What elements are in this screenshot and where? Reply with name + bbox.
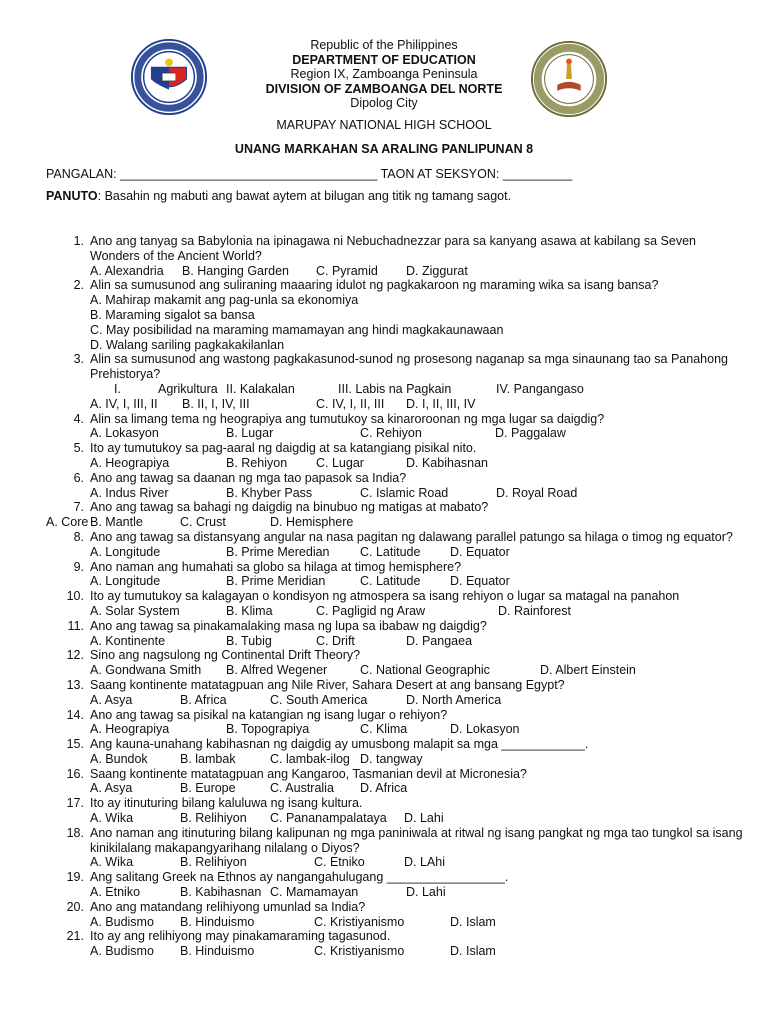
- answer-option[interactable]: B. Africa: [180, 692, 227, 707]
- instructions: [46, 189, 511, 203]
- answer-option[interactable]: A. Etniko: [90, 885, 141, 900]
- question-5: [46, 441, 746, 456]
- answer-option[interactable]: C. Lugar: [316, 455, 364, 470]
- answer-option[interactable]: C. Pananampalataya: [270, 811, 387, 826]
- answer-option[interactable]: D. Royal Road: [496, 485, 578, 500]
- answer-option[interactable]: A. Alexandria: [90, 263, 164, 278]
- question-number: 10.: [66, 589, 84, 604]
- answer-option[interactable]: A. Lokasyon: [90, 426, 159, 441]
- answer-options: [46, 634, 746, 649]
- answer-option[interactable]: B. Relihiyon: [180, 811, 247, 826]
- answer-option[interactable]: A. Asya: [90, 692, 133, 707]
- answer-options: [46, 264, 746, 279]
- question-text: Saang kontinente matatagpuan ang Kangaroo, Tasmanian devil at Micronesia?: [90, 766, 527, 781]
- answer-option[interactable]: B. lambak: [180, 751, 236, 766]
- answer-options: [46, 574, 746, 589]
- question-text: Ano ang tawag sa pisikal na katangian ng isang lugar o rehiyon?: [90, 707, 448, 722]
- republic-line: Republic of the Philippines: [310, 38, 458, 52]
- answer-option[interactable]: A. Wika: [90, 811, 134, 826]
- answer-option[interactable]: B. Khyber Pass: [226, 485, 313, 500]
- answer-option[interactable]: B. Europe: [180, 781, 236, 796]
- answer-option[interactable]: B. Rehiyon: [226, 455, 288, 470]
- question-9: [46, 560, 746, 575]
- answer-option[interactable]: A. Budismo: [90, 944, 154, 959]
- answer-option[interactable]: A. Solar System: [90, 603, 180, 618]
- answer-option[interactable]: C. Australia: [270, 781, 334, 796]
- question-text: Saang kontinente matatagpuan ang Nile River, Sahara Desert at ang bansang Egypt?: [90, 677, 565, 692]
- question-text: Ano ang tawag sa pinakamalaking masa ng lupa sa ibabaw ng daigdig?: [90, 618, 487, 633]
- answer-option[interactable]: D. Islam: [450, 944, 496, 959]
- question-text: Sino ang nagsulong ng Continental Drift Theory?: [90, 648, 361, 663]
- answer-option[interactable]: B. Kabihasnan: [180, 885, 262, 900]
- question-number: 19.: [66, 870, 84, 885]
- answer-option[interactable]: C. Rehiyon: [360, 426, 422, 441]
- answer-options: [46, 855, 746, 870]
- question-text: Ito ay itinuturing bilang kaluluwa ng isang kultura.: [90, 796, 363, 811]
- answer-option[interactable]: C. Latitude: [360, 574, 421, 589]
- answer-option[interactable]: D. Kabihasnan: [406, 455, 489, 470]
- question-11: [46, 619, 746, 634]
- department-line: DEPARTMENT OF EDUCATION: [292, 52, 476, 67]
- answer-options: [46, 456, 746, 471]
- question-13: [46, 678, 746, 693]
- answer-options: [46, 515, 746, 530]
- question-19: [46, 870, 746, 885]
- answer-option[interactable]: D. Islam: [450, 914, 496, 929]
- answer-options: [46, 811, 746, 826]
- answer-options: [46, 781, 746, 796]
- answer-options: [46, 944, 746, 959]
- question-text: Alin sa sumusunod ang suliraning maaaring idulot ng pagkakaroon ng maraming wika sa isang bansa?: [90, 278, 659, 293]
- answer-options: [46, 426, 746, 441]
- question-text: Alin sa sumusunod ang wastong pagkakasunod-sunod ng prosesong naganap sa mga sinaunang tao sa Panahong Prehistorya?: [90, 352, 728, 382]
- answer-option[interactable]: A. Kontinente: [90, 633, 166, 648]
- answer-options: [46, 397, 746, 412]
- school-name: MARUPAY NATIONAL HIGH SCHOOL: [276, 118, 492, 132]
- answer-option[interactable]: D. LAhi: [404, 855, 445, 870]
- roman-item: II. Kalakalan: [226, 381, 295, 396]
- answer-option[interactable]: C. Islamic Road: [360, 485, 449, 500]
- roman-item: III. Labis na Pagkain: [338, 381, 452, 396]
- answer-options: [46, 693, 746, 708]
- question-number: 3.: [73, 352, 84, 367]
- answer-option[interactable]: D. Paggalaw: [495, 426, 566, 441]
- answer-option[interactable]: B. Hanging Garden: [182, 263, 290, 278]
- question-number: 11.: [67, 618, 84, 633]
- question-text: Ang kauna-unahang kabihasnan ng daigdig ay umusbong malapit sa mga ____________.: [90, 737, 589, 752]
- answer-option[interactable]: A. Asya: [90, 781, 133, 796]
- answer-option[interactable]: C. Crust: [180, 515, 226, 530]
- answer-option[interactable]: B. Lugar: [226, 426, 274, 441]
- answer-option[interactable]: B. Tubig: [226, 633, 272, 648]
- answer-option[interactable]: D. Albert Einstein: [540, 663, 636, 678]
- answer-option[interactable]: A. Mahirap makamit ang pag-unla sa ekonomiya: [90, 293, 359, 308]
- instructions-text: : Basahin ng mabuti ang bawat aytem at bilugan ang titik ng tamang sagot.: [97, 189, 512, 203]
- answer-option[interactable]: D. I, II, III, IV: [406, 396, 476, 411]
- question-text: Ang salitang Greek na Ethnos ay nangangahulugang _________________.: [90, 870, 509, 885]
- question-number: 9.: [73, 559, 84, 574]
- answer-options: [46, 915, 746, 930]
- answer-options: [46, 885, 746, 900]
- question-number: 2.: [73, 278, 84, 293]
- answer-options: [46, 722, 746, 737]
- question-18: [46, 826, 746, 856]
- question-21: [46, 929, 746, 944]
- answer-option[interactable]: D. North America: [406, 692, 502, 707]
- question-8: [46, 530, 746, 545]
- answer-option[interactable]: C. IV, I, II, III: [316, 396, 385, 411]
- answer-option[interactable]: D. Equator: [450, 574, 510, 589]
- answer-option[interactable]: D. Rainforest: [498, 603, 571, 618]
- question-4: [46, 412, 746, 427]
- answer-option[interactable]: A. Longitude: [90, 544, 161, 559]
- answer-option[interactable]: D. Equator: [450, 544, 510, 559]
- question-2: [46, 278, 746, 293]
- question-16: [46, 767, 746, 782]
- answer-option[interactable]: B. Topograpiya: [226, 722, 310, 737]
- answer-option[interactable]: B. Prime Meredian: [226, 544, 330, 559]
- question-number: 17.: [66, 796, 84, 811]
- answer-option[interactable]: B. Relihiyon: [180, 855, 247, 870]
- answer-option[interactable]: A. Indus River: [90, 485, 169, 500]
- region-line: Region IX, Zamboanga Peninsula: [290, 67, 478, 81]
- answer-option[interactable]: D. Lahi: [404, 811, 444, 826]
- answer-option[interactable]: D. Pangaea: [406, 633, 473, 648]
- question-text: Ano naman ang humahati sa globo sa hilaga at timog hemisphere?: [90, 559, 462, 574]
- question-number: 21.: [66, 929, 84, 944]
- answer-option[interactable]: A. Heograpiya: [90, 722, 170, 737]
- answer-option[interactable]: C. National Geographic: [360, 663, 490, 678]
- answer-option[interactable]: B. Klima: [226, 603, 273, 618]
- division-line: DIVISION OF ZAMBOANGA DEL NORTE: [265, 81, 503, 96]
- document-header: [0, 38, 768, 111]
- question-14: [46, 708, 746, 723]
- answer-option[interactable]: C. Etniko: [314, 855, 365, 870]
- answer-option[interactable]: C. Klima: [360, 722, 408, 737]
- question-number: 18.: [66, 825, 84, 840]
- answer-options: [46, 486, 746, 501]
- question-text: Ano ang matandang relihiyong umunlad sa India?: [90, 899, 366, 914]
- question-text: Ano naman ang itinuturing bilang kalipunan ng mga paniniwala at ritwal ng isang pangkat ng mga tao tungkol sa isang kinikilalang makapangyarihang nilalang o Diyos?: [90, 825, 743, 855]
- answer-option[interactable]: D. Lokasyon: [450, 722, 520, 737]
- answer-option[interactable]: A. Longitude: [90, 574, 161, 589]
- question-number: 13.: [66, 677, 84, 692]
- question-number: 16.: [66, 766, 84, 781]
- question-20: [46, 900, 746, 915]
- roman-item: IV. Pangangaso: [496, 381, 584, 396]
- answer-option[interactable]: A. Gondwana Smith: [90, 663, 202, 678]
- answer-option[interactable]: C. Kristiyanismo: [314, 914, 405, 929]
- exam-title: UNANG MARKAHAN SA ARALING PANLIPUNAN 8: [234, 142, 534, 156]
- answer-option[interactable]: C. Kristiyanismo: [314, 944, 405, 959]
- answer-options: [46, 604, 746, 619]
- question-number: 4.: [73, 411, 84, 426]
- answer-option[interactable]: D. Lahi: [406, 885, 446, 900]
- answer-option[interactable]: B. II, I, IV, III: [182, 396, 250, 411]
- question-text: Alin sa limang tema ng heograpiya ang tumutukoy sa kinaroroonan ng mga lugar sa daigdig?: [90, 411, 605, 426]
- question-list: [46, 234, 746, 959]
- roman-item: Agrikultura: [158, 381, 218, 396]
- question-17: [46, 796, 746, 811]
- question-number: 20.: [66, 899, 84, 914]
- question-number: 6.: [73, 470, 84, 485]
- answer-option[interactable]: B. Hinduismo: [180, 914, 255, 929]
- answer-option[interactable]: B. Mantle: [90, 515, 143, 530]
- answer-option[interactable]: C. Latitude: [360, 544, 421, 559]
- answer-option[interactable]: D. tangway: [360, 751, 423, 766]
- question-number: 12.: [66, 648, 84, 663]
- answer-option[interactable]: A. IV, I, III, II: [90, 396, 158, 411]
- answer-option[interactable]: A. Wika: [90, 855, 134, 870]
- question-text: Ito ay tumutukoy sa pag-aaral ng daigdig at sa katangiang pisikal nito.: [90, 441, 477, 456]
- question-text: Ito ay ang relihiyong may pinakamaraming tagasunod.: [90, 929, 391, 944]
- question-number: 14.: [66, 707, 84, 722]
- question-text: Ano ang tawag sa bahagi ng daigdig na binubuo ng matigas at mabato?: [90, 500, 489, 515]
- instructions-label: PANUTO: [46, 189, 98, 203]
- question-text: Ano ang tanyag sa Babylonia na ipinagawa ni Nebuchadnezzar para sa kanyang asawa at kabilang sa Seven Wonders of the Ancient World?: [90, 234, 696, 263]
- question-number: 7.: [73, 500, 84, 515]
- answer-option[interactable]: A. Budismo: [90, 914, 154, 929]
- question-number: 15.: [66, 737, 84, 752]
- city-line: Dipolog City: [350, 96, 418, 110]
- answer-option[interactable]: D. Hemisphere: [270, 515, 354, 530]
- question-10: [46, 589, 746, 604]
- question-text: Ano ang tawag sa distansyang angular na nasa pagitan ng dalawang parallel patungo sa hilaga o timog ng equator?: [90, 529, 733, 544]
- answer-option[interactable]: A. Bundok: [90, 751, 148, 766]
- question-7: [46, 500, 746, 515]
- question-text: Ano ang tawag sa daanan ng mga tao papasok sa India?: [90, 470, 407, 485]
- question-number: 5.: [73, 441, 84, 456]
- answer-option[interactable]: A. Heograpiya: [90, 455, 170, 470]
- question-15: [46, 737, 746, 752]
- answer-option[interactable]: D. Walang sariling pagkakakilanlan: [90, 337, 285, 352]
- answer-options: [46, 752, 746, 767]
- question-12: [46, 648, 746, 663]
- answer-option[interactable]: C. May posibilidad na maraming mamamayan ang hindi magkakaunawaan: [90, 322, 504, 337]
- answer-option[interactable]: C. Drift: [316, 633, 355, 648]
- answer-option[interactable]: A. Core: [46, 515, 89, 530]
- answer-option[interactable]: C. Mamamayan: [270, 885, 359, 900]
- roman-item: I.: [114, 381, 121, 396]
- answer-option[interactable]: C. Pyramid: [316, 263, 378, 278]
- name-section-fields: PANGALAN: _____________________________________ TAON AT SEKSYON: __________: [46, 167, 573, 181]
- answer-option[interactable]: B. Alfred Wegener: [226, 663, 328, 678]
- question-1: [46, 234, 746, 264]
- question-6: [46, 471, 746, 486]
- answer-option[interactable]: D. Ziggurat: [406, 263, 468, 278]
- question-number: 8.: [73, 529, 84, 544]
- question-3: [46, 352, 746, 382]
- answer-option[interactable]: B. Hinduismo: [180, 944, 255, 959]
- answer-option[interactable]: C. South America: [270, 692, 368, 707]
- question-number: 1.: [73, 234, 84, 248]
- answer-options: [46, 545, 746, 560]
- roman-items: [46, 382, 746, 397]
- answer-option[interactable]: C. lambak-ilog: [270, 751, 350, 766]
- answer-option[interactable]: C. Pagligid ng Araw: [316, 603, 426, 618]
- answer-option[interactable]: B. Maraming sigalot sa bansa: [90, 307, 255, 322]
- question-text: Ito ay tumutukoy sa kalagayan o kondisyon ng atmospera sa isang rehiyon o lugar sa matagal na panahon: [90, 589, 680, 604]
- answer-option[interactable]: D. Africa: [360, 781, 408, 796]
- answer-options: [46, 663, 746, 678]
- answer-option[interactable]: B. Prime Meridian: [226, 574, 326, 589]
